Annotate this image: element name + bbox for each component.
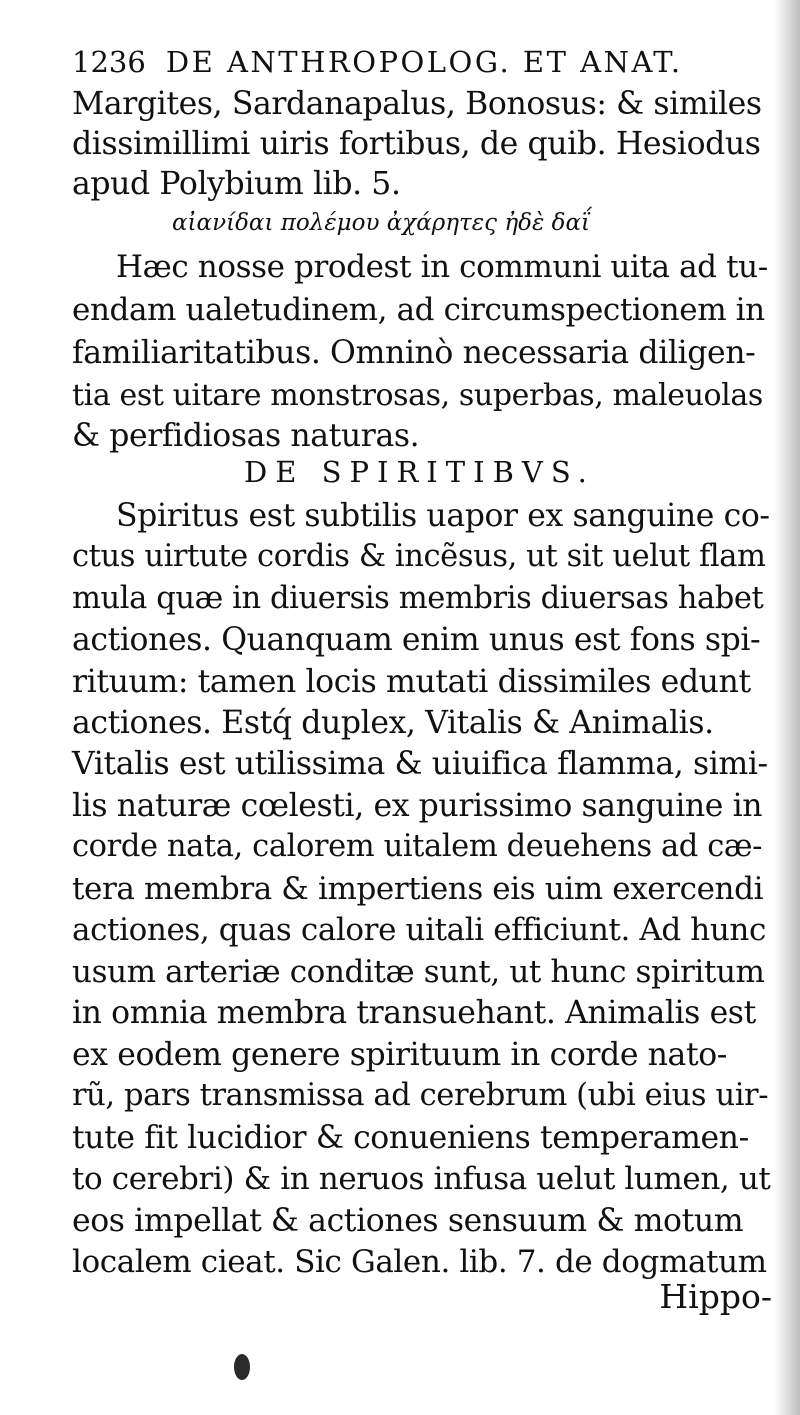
- section-heading: DE SPIRITIBVS.: [244, 455, 595, 489]
- text-line: to cerebri) & in neruos infusa uelut lumen, ut: [72, 1161, 771, 1197]
- text-line: mula quæ in diuersis membris diuersas habet: [72, 581, 764, 616]
- text-line: actiones. Quanquam enim unus est fons spi-: [72, 622, 761, 658]
- page-edge-shadow: [774, 0, 800, 1415]
- ink-blot: [234, 1354, 250, 1380]
- text-line: localem cieat. Sic Galen. lib. 7. de dogmatum: [72, 1244, 767, 1280]
- text-line: lis naturæ cœlesti, ex purissimo sanguine in: [72, 788, 763, 824]
- running-title: DE ANTHROPOLOG. ET ANAT.: [165, 45, 683, 79]
- text-line: rũ, pars transmissa ad cerebrum (ubi eius uir-: [72, 1078, 769, 1113]
- text-line: endam ualetudinem, ad circumspectionem in: [72, 292, 765, 328]
- text-line: in omnia membra transuehant. Animalis est: [72, 995, 756, 1031]
- text-line: actiones. Estq́ duplex, Vitalis & Animalis.: [72, 705, 714, 741]
- text-line: rituum: tamen locis mutati dissimiles edunt: [72, 664, 751, 700]
- page-number: 1236: [72, 45, 146, 79]
- text-line: dissimillimi uiris fortibus, de quib. Hesiodus: [72, 126, 761, 162]
- text-line: tute fit lucidior & conueniens temperamen-: [72, 1120, 749, 1156]
- text-line: eos impellat & actiones sensuum & motum: [72, 1203, 744, 1239]
- greek-quotation: αἰανίδαι πολέμου ἀχάρητες ἠδὲ δαΐ: [172, 210, 590, 236]
- text-line: tera membra & impertiens eis uim exercendi: [72, 871, 764, 907]
- text-line: ctus uirtute cordis & incẽsus, ut sit uelut flam: [72, 539, 766, 574]
- paragraph-first-line: Spiritus est subtilis uapor ex sanguine co-: [116, 498, 770, 534]
- text-line: actiones, quas calore uitali efficiunt. Ad hunc: [72, 912, 766, 948]
- text-line: Margites, Sardanapalus, Bonosus: & similes: [72, 86, 762, 122]
- text-line: apud Polybium lib. 5.: [72, 166, 401, 202]
- catchword: Hippo-: [659, 1277, 772, 1316]
- text-line: familiaritatibus. Omninò necessaria diligen-: [72, 335, 756, 371]
- text-line: usum arteriæ conditæ sunt, ut hunc spiritum: [72, 954, 765, 990]
- text-line: tia est uitare monstrosas, superbas, maleuolas: [72, 378, 763, 413]
- running-header: [72, 42, 772, 82]
- text-line: corde nata, calorem uitalem deuehens ad cæ-: [72, 829, 763, 864]
- text-line: & perfidiosas naturas.: [72, 418, 420, 454]
- text-line: ex eodem genere spirituum in corde nato-: [72, 1037, 728, 1073]
- text-line: Vitalis est utilissima & uiuifica flamma, simi-: [72, 746, 768, 782]
- paragraph-first-line: Hæc nosse prodest in communi uita ad tu-: [116, 249, 768, 285]
